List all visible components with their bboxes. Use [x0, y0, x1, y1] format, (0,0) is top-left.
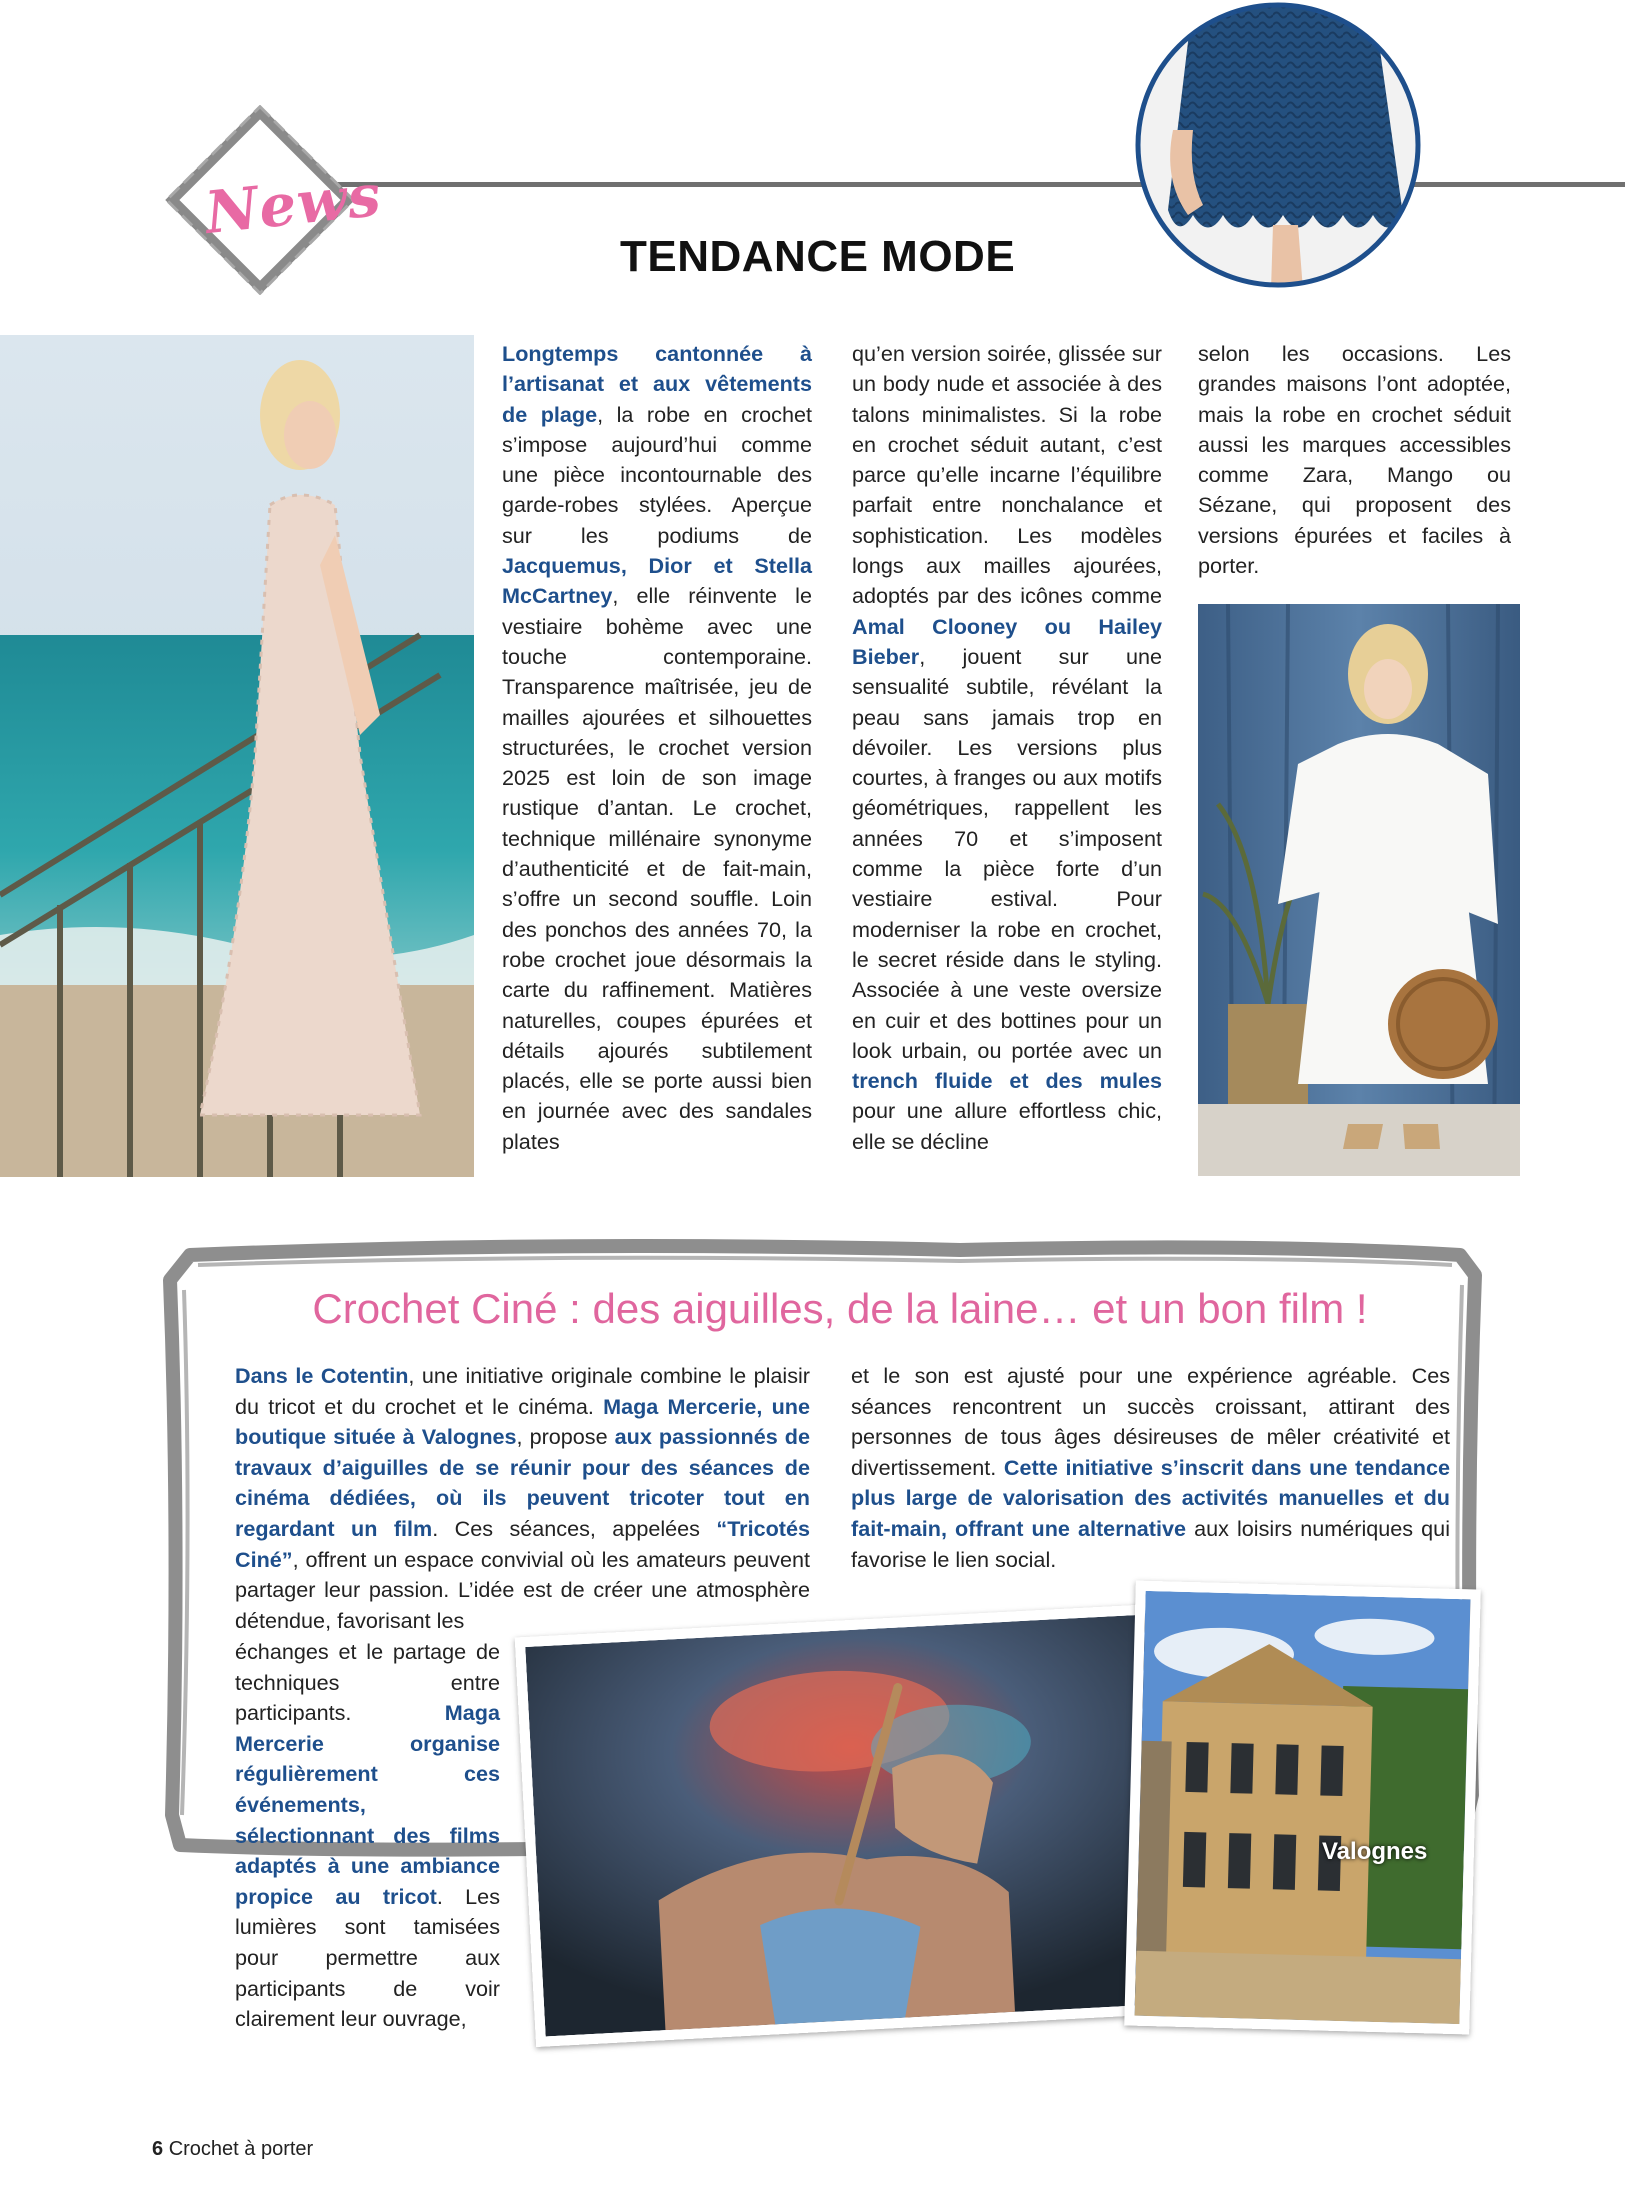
page-footer	[152, 2138, 313, 2161]
article-column-3	[1198, 339, 1511, 581]
text-run: , une initiative originale combine le plaisir du tricot et du crochet et le cinéma.	[235, 1363, 810, 1419]
text-run: . Ces séances, appelées	[432, 1515, 717, 1541]
text-run: Maga Mercerie organise régulièrement ces événements, sélectionnant des films adaptés à une ambiance propice au tricot	[235, 1700, 500, 1909]
article-column-2-text	[852, 339, 1162, 1157]
text-run: Dans le Cotentin	[235, 1363, 409, 1388]
article-column-2	[852, 339, 1162, 1157]
box-left-lower-text	[235, 1637, 500, 2035]
text-run: , jouent sur une sensualité subtile, révélant la peau sans jamais trop en dévoiler. Les versions plus courtes, à franges ou aux motifs géométriques, rappellent les années 70 et s’imposent comme la pièce forte d’un vestiaire estival. Pour moderniser la robe en crochet, le secret réside dans le styling. Associée à une veste oversize en cuir et des bottines pour un look urbain, ou portée avec un	[852, 643, 1162, 1063]
valognes-caption: Valognes	[1322, 1838, 1428, 1865]
text-run: et le son est ajusté pour une expérience agréable. Ces séances rencontrent un succès croissant, attirant des personnes de tous âges désireuses de mêler créativité et divertissement.	[851, 1363, 1450, 1480]
text-run: Jacquemus, Dior et Stella McCartney	[502, 553, 812, 609]
box-left-column	[235, 1361, 810, 1636]
text-run: Longtemps cantonnée à l’artisanat et aux vêtements de plage	[502, 341, 812, 427]
article-column-1-text	[502, 339, 812, 1157]
article-column-3-text	[1198, 339, 1511, 581]
page-title: TENDANCE MODE	[620, 232, 1016, 281]
white-dress-photo	[1198, 604, 1520, 1176]
text-run: “Tricotés Ciné”	[235, 1515, 810, 1572]
text-run: Amal Clooney ou Hailey Bieber	[852, 613, 1162, 669]
news-badge-label: News	[201, 160, 385, 248]
text-run: Cette initiative s’inscrit dans une tendance plus large de valorisation des activités manuelles et du fait-main, offrant une alternative	[851, 1454, 1450, 1541]
box-right-column	[851, 1361, 1450, 1575]
text-run: Maga Mercerie, une boutique située à Valognes	[235, 1393, 810, 1450]
text-run: aux loisirs numériques qui favorise le lien social.	[851, 1515, 1450, 1572]
article-column-1	[502, 339, 812, 1157]
box-title: Crochet Ciné : des aiguilles, de la laine… et un bon film !	[312, 1285, 1368, 1332]
text-run: aux passionnés de travaux d’aiguilles de se réunir pour des séances de cinéma dédiées, où ils peuvent tricoter tout en regardant un film	[235, 1424, 810, 1541]
text-run: qu’en version soirée, glissée sur un body nude et associée à des talons minimalistes. Si la robe en crochet séduit autant, c’est parce qu’elle incarne l’équilibre parfait entre nonchalance et sophistication. Les modèles longs aux mailles ajourées, adoptés par des icônes comme	[852, 341, 1162, 609]
magazine-name: Crochet à porter	[168, 2138, 314, 2160]
text-run: selon les occasions. Les grandes maisons l’ont adoptée, mais la robe en crochet séduit aussi les marques accessibles comme Zara, Mango ou Sézane, qui proposent des versions épurées et faciles à porter.	[1198, 341, 1511, 579]
crochet-skirt-photo	[1133, 0, 1423, 290]
beach-dress-photo	[0, 335, 474, 1177]
box-right-text	[851, 1361, 1450, 1575]
text-run: , la robe en crochet s’impose aujourd’hui comme une pièce incontournable des garde-robes stylées. Aperçue sur les podiums de	[502, 401, 812, 548]
box-left-lower-column	[235, 1637, 500, 2035]
text-run: , propose	[516, 1424, 615, 1450]
text-run: trench fluide et des mules	[852, 1068, 1162, 1094]
box-left-text	[235, 1361, 810, 1636]
page-number: 6	[152, 2138, 164, 2160]
valognes-photo	[1124, 1581, 1481, 2035]
text-run: pour une allure effortless chic, elle se décline	[852, 1098, 1162, 1154]
text-run: , elle réinvente le vestiaire bohème avec une touche contemporaine. Transparence maîtrisée, jeu de mailles ajourées et silhouettes structurées, le crochet version 2025 est loin de son image rustique d’antan. Le crochet, technique millénaire synonyme d’authenticité et de fait-main, s’offre un second souffle. Loin des ponchos des années 70, la robe crochet joue désormais la carte du raffinement. Matières naturelles, coupes épurées et détails ajourés subtilement placés, elle se porte aussi bien en journée avec des sandales plates	[502, 583, 812, 1154]
crochet-cinema-photo	[515, 1603, 1196, 2047]
text-run: . Les lumières sont tamisées pour permettre aux participants de voir clairement leur ouvrage,	[235, 1883, 500, 2032]
text-run: échanges et le partage de techniques entre participants.	[235, 1639, 500, 1726]
header-rule	[330, 182, 1625, 187]
text-run: , offrent un espace convivial où les amateurs peuvent partager leur passion. L’idée est de créer une atmosphère détendue, favorisant les	[235, 1546, 810, 1633]
